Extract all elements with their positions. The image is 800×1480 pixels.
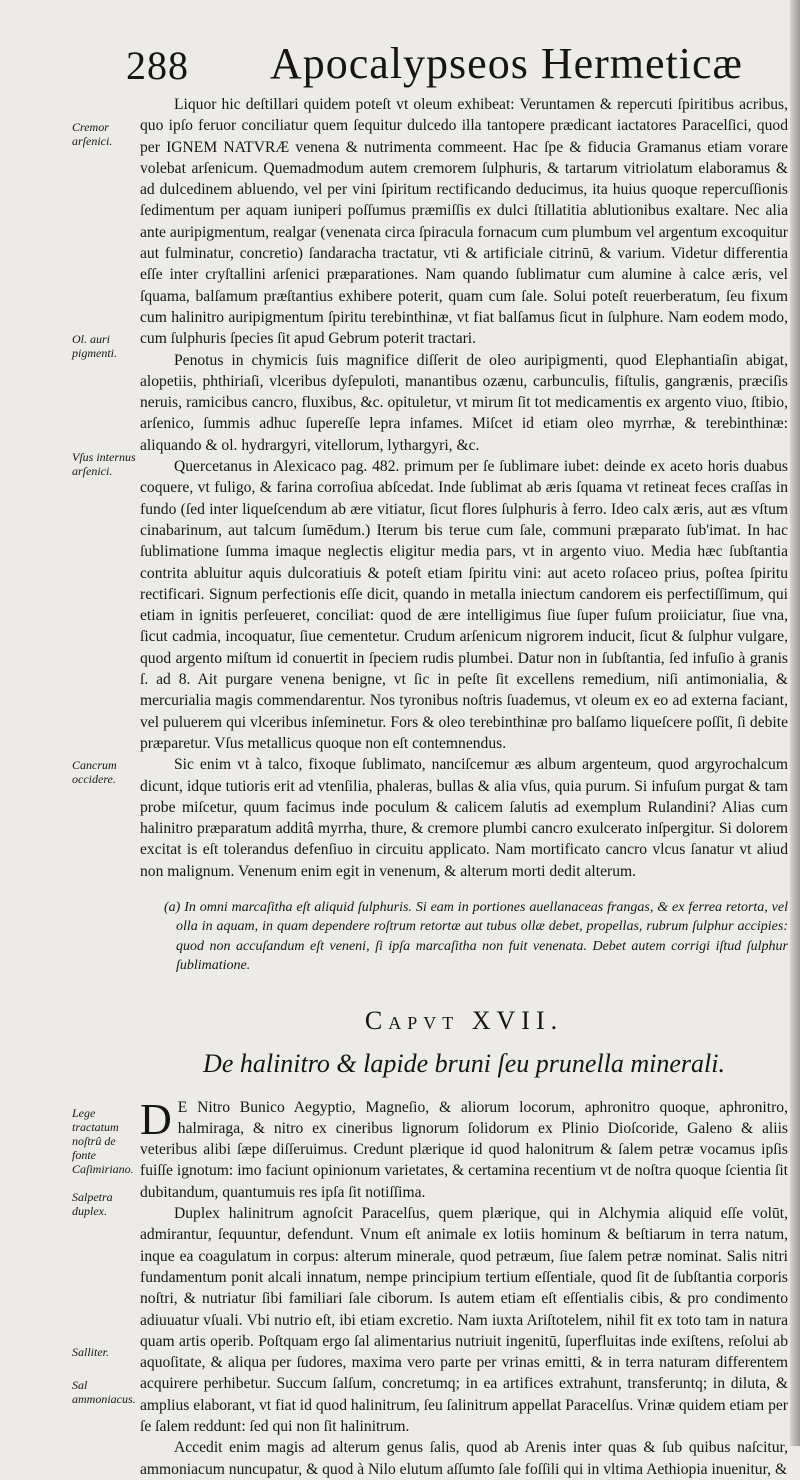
- margin-note-lege: Lege tractatum noſtrû de fonte Caſimiriano.: [72, 1106, 134, 1176]
- page-number: 288: [126, 43, 189, 88]
- paragraph-sic-enim: Sic enim vt à talco, fixoque ſublimato, nanciſcemur æs album argenteum, quod argyrochalcum dicunt, idque tutioris erit ad vtenſilia, phaleras, bullas & alia vſus, quia purum. Si infuſum purgat & tam probe miſcetur, quum facimus inde poculum & calicem ſalutis ad exemplum Rulandini? Alias cum halinitro præparatum additâ myrrha, thure, & cremore plumbi cancro exulcerato inſpergitur. Si dolorem excitat is eſt tolerandus defenſiuo in circuitu applicato. Nam mortificato cancro vlcus ſanatur vt aliud non malignum. Venenum enim egit in venenum, & alterum morti dedit alterum.: [140, 756, 788, 880]
- margin-note-salpetra: Salpetra duplex.: [72, 1190, 113, 1218]
- dropcap: D: [140, 1094, 172, 1144]
- paragraph-duplex: Duplex halinitrum agnoſcit Paracelſus, quem plærique, qui in Alchymia aliquid eſſe volūt, admirantur, ſequuntur, defendunt. Vnum eſt animale ex lotiis hominum & beſtiarum in terra natum, inque ea coagulatum in corpus: alterum minerale, quod petræum, ſiue ſalem petræ nominat. Salis nitri fundamentum ponit alcali innatum, nempe principium tertium eſſentiale, quod ſit de ſubſtantia corporis noſtri, & nutriatur ſibi familiari ſale ciborum. Is autem etiam eſt eſſentialis cibis, & pro condimento adiuuatur vſuali. Vbi nutrio eſt, ibi etiam excretio. Nam iuxta Ariſtotelem, nihil fit ex toto tam in natura quam artis operib. Poſtquam ergo ſal alimentarius nutriuit ingenitū, ſuperfluitas inde exiſtens, reſolui ab aquoſitate, & aliqua per ſudores, maxima vero parte per vrinas emitti, & in terra naturam differentem acquirere perhibetur. Succum ſalſum, concretumq; in ea artifices extrahunt, transferuntq; in diluta, & amplius elaborant, vt fiat id quod halinitrum, ſeu ſalinitrum appellat Paracelſus. Vrinæ quidem etiam per ſe ſalem reddunt: ſed qui non ſit halinitrum.: [140, 1205, 788, 1436]
- paragraph-accedit: Accedit enim magis ad alterum genus ſalis, quod ab Arenis inter quas & ſub quibus naſcitur, ammoniacum nuncupatur, & quod à Nilo elutum aſſumto ſale foſſili qui in vltima Aethiopia inuenitur, &: [140, 1439, 788, 1478]
- chapter-number: Capvt XVII.: [364, 1005, 564, 1035]
- chapter-title: De halinitro & lapide bruni ſeu prunella minerali.: [203, 1049, 725, 1079]
- chapter-text: [140, 1094, 788, 1480]
- paragraph-quercetanus: Quercetanus in Alexicaco pag. 482. primum per ſe ſublimare iubet: deinde ex aceto horis duabus coquere, vt fuligo, & farina corroſiua abſcedat. Inde ſublimat ab æris ſquama vt retineat feces craſſas in fundo (ſed inter liqueſcendum ab ære vitiatur, ſicut flores ſulphuris à ferro. Ideo calx æris, aut æs vſtum cinabarinum, aut talcum ſumēdum.) Iterum bis terue cum ſale, communi præparato ſub'imat. In hac ſublimatione ſumma imaque neglectis eligitur media pars, vt in argento viuo. Media hæc ſubſtantia contrita abluitur aquis dulcoratiuis & poteſt etiam ſpiritu vini: aut aceto roſaceo prius, poſtea ſpiritu rectificari. Signum perfectionis eſſe dicit, quando in metalla iniectum candorem eis perfectiſſimum, qui etiam in ignitis perſeueret, conciliat: quod de ære intelligimus ſiue ſuper fuſum proiiciatur, ſiue vna, ſicut cadmia, incoquatur, ſiue cementetur. Crudum arſenicum nigrorem inducit, ſicut & ſulphur vulgare, quod argento miſtum id conuertit in ſpeciem rudis plumbei. Datur non in ſubſtantia, ſed infuſio à granis ſ. ad 8. Ait purgare venena benigne, vt ſic in peſte ſit excellens remedium, niſi antimonialia, & mercurialia magis commendarentur. Nos tyronibus noſtris ſuademus, vt oleum ex eo ad externa faciant, vel puluerem qui vlceribus inſeminetur. Fors & oleo terebinthinæ pro balſamo liqueſcere poſſit, ſi debite præparetur. Vſus metallicus quoque non eſt contemnendus.: [140, 458, 788, 752]
- running-title: Apocalypseos Hermeticæ: [270, 39, 743, 88]
- margin-note-usus: Vſus internus arſenici.: [72, 450, 136, 478]
- paragraph-liquor: Liquor hic deſtillari quidem poteſt vt oleum exhibeat: Veruntamen & repercuti ſpiritibus acribus, quo ipſo feruor conciliatur quem ſequitur dulcedo illa tantopere prædicant iactatores Paracelſici, quod per IGNEM NATVRÆ venena & nutrimenta commeent. Hac ſpe & fiducia Gramanus etiam vorare volebat arſenicum. Quemadmodum autem cremorem ſulphuris, & tartarum vitriolatum elaboramus & ad dulcedinem abluendo, vel per vini ſpiritum rectificando deducimus, ita huius quoque repercuſſionis ſedimentum per aquam iuniperi poſſumus præmiſſis ex dulci ſtillatitia ablutionibus exaltare. Nec alia ante auripigmentum, realgar (venenata circa ſpiracula fornacum cum plumbum vel argentum excoquitur aut fulminatur, concretio) ſandaracha tractatur, vti & artificiale citrinū, & varium. Videtur differentia eſſe inter cryſtallini arſenici præparationes. Nam quando ſublimatur cum alumine à calce æris, vel ſquama, balſamum præſtantius exhibere poterit, quam cum ſale. Solui poteſt reuerberatum, ſeu fixum cum halinitro auripigmentum ſpiritu terebinthinæ, vt fiat balſamus ſicut in ſulphure. Nam eodem modo, cum ſulphuris ſpecies ſit apud Gebrum poterit tractari.: [140, 96, 788, 348]
- page-header: [0, 38, 800, 94]
- footnote: (a) In omni marcaſitha eſt aliquid ſulphuris. Si eam in portiones auellanaceas frangas, & ex ferrea retorta, vel olla in aquam, in quam dependere roſtrum retortæ aut tubus ollæ debet, propellas, rubrum ſulphur accipies: quod non accuſandum eſt veneni, ſi ipſa marcaſitha non fuit venenata. Debet autem corrigi iſtud ſulphur ſublimatione.: [164, 899, 788, 974]
- margin-note-cremor: Cremor arſenici.: [72, 120, 113, 148]
- margin-note-sal-ammon: Sal ammoniacus.: [72, 1378, 136, 1406]
- chapter-opening-paragraph: [140, 1094, 788, 1203]
- paragraph-penotus: Penotus in chymicis ſuis magnifice diſſerit de oleo auripigmenti, quod Elephantiaſin abigat, alopetiis, phthiriaſi, vlceribus dyſepuloti, manantibus ozænu, carbunculis, fiſtulis, gangrænis, præciſis neruis, ramicibus cancro, fluxibus, &c. opituletur, vt mirum ſit tot medicamentis ex argento viuo, ſtibio, arſenico, ſummis adhuc ſupereſſe lepra infames. Miſcet id etiam oleo myrrhæ, & terebinthinæ: aliquando & ol. hydrargyri, vitellorum, lythargyri, &c.: [140, 351, 788, 454]
- chapter-opening-text: E Nitro Bunico Aegyptio, Magneſio, & aliorum locorum, aphronitro quoque, aphronitro, halmiraga, & nitro ex cineribus lignorum ſolidorum ex Plinio Dioſcoride, Galeno & aliis veteribus alibi ſæpe diſſeruimus. Credunt plærique id quod halonitrum & ſalem petræ vocamus ipſis fuiſſe ignotum: imo faciunt opinionum varietates, & certamina recentium vt de noſtra quoque ſcientia ſit dubitandum, quantumuis res ipſa ſit notiſſima.: [140, 1098, 788, 1201]
- main-text: [140, 94, 788, 1480]
- margin-note-cancrum: Cancrum occidere.: [72, 758, 117, 786]
- page-edge: [790, 0, 800, 1446]
- margin-note-ol-auri: Ol. auri pigmenti.: [72, 332, 117, 360]
- margin-note-salliter: Salliter.: [72, 1345, 110, 1359]
